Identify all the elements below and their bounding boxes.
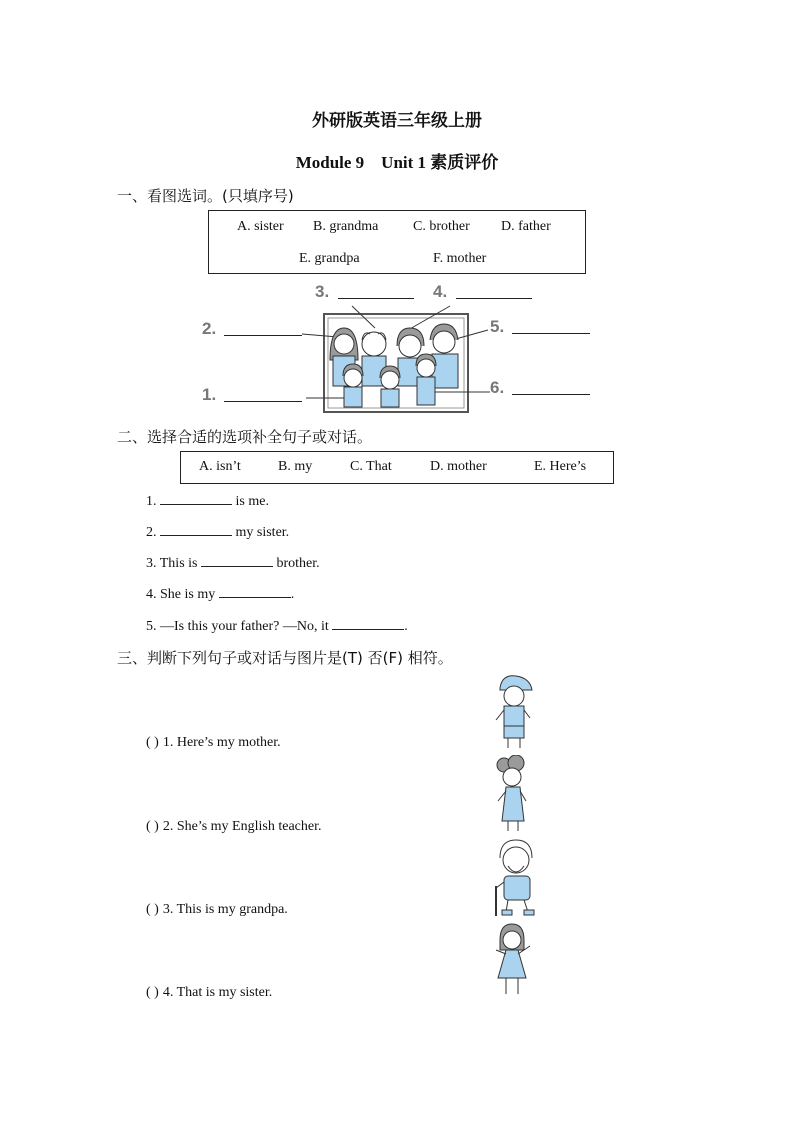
s2-blank-4[interactable]	[219, 585, 291, 598]
section2-heading: 二、选择合适的选项补全句子或对话。	[117, 428, 373, 446]
blank-2[interactable]	[224, 335, 302, 336]
s2-item-4: 4. She is my .	[146, 587, 295, 602]
option-c: C. brother	[413, 219, 470, 234]
label-6: 6.	[490, 378, 505, 397]
blank-5[interactable]	[512, 333, 590, 334]
girl-illustration	[490, 920, 536, 1000]
s2-blank-5[interactable]	[332, 617, 404, 630]
section3-heading: 三、判断下列句子或对话与图片是(T) 否(F) 相符。	[117, 649, 453, 667]
label-4: 4.	[433, 282, 448, 301]
woman-illustration	[490, 755, 536, 835]
s3-item-4: ( ) 4. That is my sister.	[146, 985, 273, 1000]
answer-paren-4[interactable]: ( )	[146, 985, 159, 1000]
section2-options-box	[180, 451, 614, 484]
option-f: F. mother	[433, 251, 487, 266]
label-1: 1.	[202, 385, 217, 404]
answer-paren-1[interactable]: ( )	[146, 735, 159, 750]
option-b: B. my	[278, 459, 313, 474]
blank-6[interactable]	[512, 394, 590, 395]
section1-heading: 一、看图选词。(只填序号)	[117, 187, 294, 205]
blank-4[interactable]	[456, 298, 532, 299]
s2-item-2: 2. my sister.	[146, 525, 290, 540]
grandpa-illustration	[490, 838, 540, 918]
option-e: E. grandpa	[299, 251, 360, 266]
page-title: 外研版英语三年级上册	[312, 111, 482, 130]
answer-paren-2[interactable]: ( )	[146, 819, 159, 834]
label-2: 2.	[202, 319, 217, 338]
s3-item-1: ( ) 1. Here’s my mother.	[146, 735, 281, 750]
option-a: A. sister	[237, 219, 284, 234]
label-3: 3.	[315, 282, 330, 301]
option-a: A. isn’t	[199, 459, 241, 474]
family-photo-illustration	[300, 300, 500, 420]
s3-item-2: ( ) 2. She’s my English teacher.	[146, 819, 322, 834]
option-d: D. mother	[430, 459, 487, 474]
blank-3[interactable]	[338, 298, 414, 299]
s2-blank-3[interactable]	[201, 554, 273, 567]
option-c: C. That	[350, 459, 392, 474]
option-d: D. father	[501, 219, 551, 234]
answer-paren-3[interactable]: ( )	[146, 902, 159, 917]
s2-item-5: 5. —Is this your father? —No, it .	[146, 619, 408, 634]
section1-options-box	[208, 210, 586, 274]
s2-item-3: 3. This is brother.	[146, 556, 320, 571]
boy-with-cap-illustration	[490, 672, 536, 752]
option-b: B. grandma	[313, 219, 379, 234]
s2-blank-1[interactable]	[160, 492, 232, 505]
label-5: 5.	[490, 317, 505, 336]
blank-1[interactable]	[224, 401, 302, 402]
page-subtitle: Module 9 Unit 1 素质评价	[295, 153, 499, 172]
s2-item-1: 1. is me.	[146, 494, 269, 509]
option-e: E. Here’s	[534, 459, 587, 474]
s3-item-3: ( ) 3. This is my grandpa.	[146, 902, 288, 917]
s2-blank-2[interactable]	[160, 523, 232, 536]
